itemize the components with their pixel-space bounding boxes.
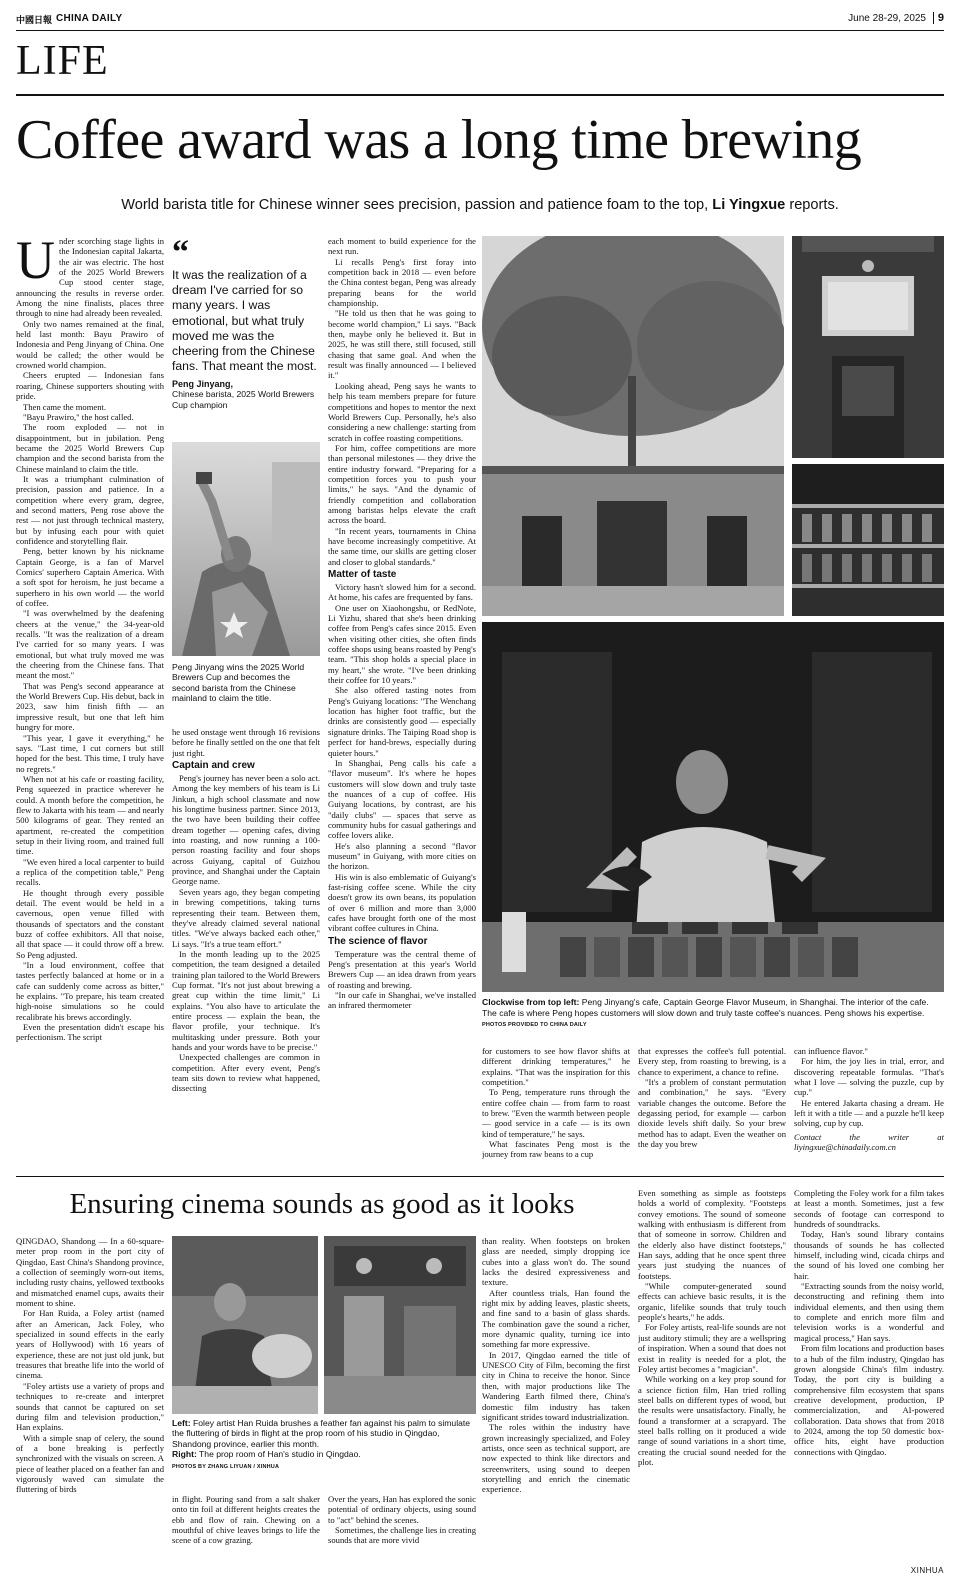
coffee-shelf-photo — [792, 464, 944, 616]
paragraph: The room exploded — not in disappointment, but in jubilation. Peng became the 2025 World Brewers Cup champion and the second barista from the Chinese mainland to claim the title. — [16, 422, 164, 474]
paragraph: Sometimes, the challenge lies in creating sounds that are more vivid — [328, 1525, 476, 1546]
paragraph: Then came the moment. — [23, 401, 107, 412]
cafe-exterior-photo — [482, 236, 784, 616]
logo-cn: 中國日報 — [16, 16, 53, 26]
paragraph: Victory hasn't slowed him for a second. At home, his cafes are frequented by fans. — [328, 582, 476, 603]
prop-room-photo — [324, 1236, 476, 1414]
paragraph: She also offered tasting notes from Peng's Guiyang locations: "The Wenchang location has higher foot traffic, but the drinks are consistently good — especially signature drinks. The Taiping Road shop is perfect for hand-brews, especially during quieter hours." — [328, 685, 476, 758]
paper-name: CHINA DAILY — [56, 13, 123, 24]
paragraph: After countless trials, Han found the right mix by adding leaves, plastic sheets, and fine sand to a basin of glass shards. The combination gave the sound a richer, more dynamic quality, turning ice into something far more expressive. — [482, 1287, 630, 1350]
standfirst — [16, 196, 944, 214]
caption-text: Peng Jinyang's cafe, Captain George Flavor Museum, in Shanghai. The interior of the cafe. The cafe is where Peng hopes customers will slow down and truly taste coffee's nuances. Peng shows his expertise. — [482, 997, 929, 1018]
paragraph: "It's a problem of constant permutation and combination," he says. "Every variable changes the outcome. Before the degassing period, for example — carbon dioxide levels shift daily. So your brew method has to adapt. Even the weather on the day you brew — [638, 1077, 786, 1150]
paragraph: each moment to build experience for the next run. — [328, 236, 476, 257]
page-number: 9 — [933, 12, 944, 24]
paragraph: For him, the joy lies in trial, error, and discovering repeatable formulas. "That's what I love — solving the puzzle, cup by cup." — [794, 1056, 944, 1098]
barista-pouring-photo — [482, 622, 944, 992]
headline: Coffee award was a long time brewing — [16, 109, 862, 171]
paragraph: In 2017, Qingdao earned the title of UNESCO City of Film, becoming the first city in China to receive the honor. Since then, with major productions like The Wandering Earth filmed there, China's domestic film industry has taken significant strides toward industrialization. — [482, 1349, 630, 1422]
section-rule — [16, 94, 944, 96]
story2-column-3 — [328, 1494, 476, 1576]
paragraph: For Han Ruida, a Foley artist (named after an American, Jack Foley, who specialized in sound effects in the early years of Hollywood) with 16 years of experience, these are not just old junk, but treasures that breathe life into the world of cinema. — [16, 1308, 164, 1381]
main-photo-caption — [482, 997, 944, 1037]
paragraph: Unexpected challenges are common in competition. After every event, Peng's team sits down to review what happened, dissecting — [172, 1052, 320, 1094]
paragraph: "This year, I gave it everything," he says. "Last time, I cut corners but still hoped for the best. This time, I truly have no regrets." — [16, 732, 164, 774]
pull-quote-text: It was the realization of a dream I've carried for so many years. I was emotional, but what truly moved me was the cheering from the Chinese fans. That meant the most. — [172, 268, 317, 374]
paragraph: His win is also emblematic of Guiyang's fast-rising coffee scene. While the city doesn't grow its own beans, its population of over 6 million and more than 3,000 cafes have brought forth one of the most vibrant coffee cultures in China. — [328, 871, 476, 934]
article-column-2 — [172, 727, 320, 1170]
pull-quote — [172, 240, 320, 440]
paragraph: in flight. Pouring sand from a salt shaker onto tin foil at different heights creates the ebb and flow of rain. Chewing on a mouthful of chive leaves brings to life the scene of a cow grazing. — [172, 1494, 320, 1546]
byline: Li Yingxue — [712, 197, 786, 213]
masthead — [16, 8, 944, 30]
paragraph: "In our cafe in Shanghai, we've installed an infrared thermometer — [328, 990, 476, 1011]
peng-photo-caption: Peng Jinyang wins the 2025 World Brewers Cup and becomes the second barista from the Chinese mainland to claim the title. — [172, 662, 305, 704]
paragraph: than reality. When footsteps on broken glass are needed, simply dropping ice cubes into a glass won't do. The sound lacks the desired expressiveness and texture. — [482, 1236, 630, 1288]
paragraph: Peng, better known by his nickname Captain George, is a fan of Marvel Comics' superhero Captain America. With a soft spot for heroism, he just became a superhero in his own world — the world of coffee. — [16, 546, 164, 609]
paragraph: One user on Xiaohongshu, or RedNote, Li Yizhu, shared that she's been drinking coffee from Peng's cafes since 2015. Even when visiting other cities, she often finds coffee shops using beans roasted by Peng's team. "This shop holds a special place in my heart," she wrote. "I've been drinking their coffee for 10 years." — [328, 602, 476, 686]
story2-column-1 — [16, 1236, 164, 1576]
story2-caption — [172, 1418, 478, 1484]
paragraph: "In a loud environment, coffee that tastes perfectly balanced at home or in a cafe can suddenly come across as bitter," he explains. "To prepare, his team created high-noise simulations so he could recalibrate his brews accordingly. — [16, 960, 164, 1022]
paragraph: In the month leading up to the 2025 competition, the team designed a detailed training plan tailored to the World Brewers Cup format. "It's not just about brewing a great cup within the time limit," Li explains. "You also have to articulate the entire process — explain the bean, the flavor profile, your technique. It's multitasking under pressure. Both your hands and your words have to be precise." — [172, 948, 320, 1052]
paragraph: "In recent years, tournaments in China have become increasingly competitive. At the same time, our skills are getting closer and closer to global standards." — [328, 525, 476, 567]
caption-right-label: Right: — [172, 1449, 197, 1460]
paragraph: With a simple snap of celery, the sound of a bone breaking is perfectly synchronized with the visuals on screen. A piece of leather placed on a feather fan and vigorously waved can simulate the fluttering of birds — [16, 1432, 164, 1495]
cafe-interior-photo — [792, 236, 944, 458]
paragraph: for customers to see how flavor shifts at different drinking temperatures," he explains. "That was the inspiration for this competition." — [482, 1046, 630, 1088]
agency-credit: XINHUA — [910, 1566, 944, 1575]
paragraph: He thought through every possible detail. The event would be held in a cavernous, open venue filled with thousands of spectators and the constant buzz of coffee exhibitors. All that noise, all that space — it could throw off a brew. So Peng adjusted. — [16, 887, 164, 960]
paragraph: In Shanghai, Peng calls his cafe a "flavor museum". It's where he hopes customers will slow down and truly taste the nuances of a cup of coffee. His Guiyang locations, by contrast, are his "daily clubs" — spaces that serve as community hubs for casual gatherings and coffee lovers alike. — [328, 757, 476, 841]
article-column-5 — [638, 1046, 786, 1172]
paragraph: "I was overwhelmed by the deafening cheers at the venue," the 34-year-old recalls. "It was the realization of a dream I've carried for so many years. I was emotional, but what truly moved me was the cheering from the Chinese fans. That meant the most." — [16, 608, 164, 681]
paragraph: "We even hired a local carpenter to build a replica of the competition table," Peng recalls. — [16, 856, 164, 888]
paragraph: From film locations and production bases to a hub of the film industry, Qingdao has grown alongside China's film industry. Today, the port city is building a comprehensive film ecosystem that spans creative development, production, IP commercialization, and AI-powered collaboration. Data shows that from 2018 to 2024, among the top 50 domestic box-office hits, eight have production connections with Qingdao. — [794, 1343, 944, 1457]
paragraph: he used onstage went through 16 revisions before he finally settled on the one that felt just right. — [172, 727, 320, 758]
article-column-6 — [794, 1046, 944, 1172]
paragraph: "He told us then that he was going to become world champion," Li says. "Back then, maybe only he believed it. But in 2025, he was still there, still focused, still chasing that same goal. And when the result was finally announced — I believed it." — [328, 308, 476, 381]
paragraph: can influence flavor." — [794, 1046, 868, 1056]
paragraph: For Foley artists, real-life sounds are not just auditory stimuli; they are a wellspring of inspiration. When a sound that does not exist in reality is needed for a plot, the Foley artist becomes a "magician". — [638, 1322, 786, 1374]
photo-credit: PHOTOS PROVIDED TO CHINA DAILY — [482, 1022, 587, 1028]
writer-contact: Contact the writer at liyingxue@chinadaily.com.cn — [794, 1131, 944, 1153]
pull-quote-name: Peng Jinyang, — [172, 379, 234, 390]
story-divider — [16, 1176, 944, 1177]
paragraph: While working on a key prop sound for a science fiction film, Han tried rolling steel balls on different types of wood, but the results were unsatisfactory. Finally, he found a transformer at a scrapyard. The steel balls rolling on it produced a wide range of sound variations in a short time, creating the crucial sound needed for the plot. — [638, 1374, 786, 1467]
paragraph: "While computer-generated sound effects can achieve basic results, it is the organic, lifelike sounds that truly touch people's hearts," he adds. — [638, 1281, 786, 1323]
paragraph: Only two names remained at the final, held last month: Bayu Prawiro of Indonesia and Peng Jinyang of China. One would be called; the other would be crowned world champion. — [16, 318, 164, 371]
peng-celebration-photo — [172, 442, 320, 656]
quote-mark-icon: “ — [172, 240, 189, 271]
issue-date: June 28-29, 2025 — [848, 13, 926, 24]
standfirst-tail: reports. — [785, 197, 839, 213]
caption-left-text: Foley artist Han Ruida brushes a feather fan against his palm to simulate the fluttering of birds in flight at the prop room of his studio in Qingdao, Shandong province, earlier this month. — [172, 1418, 471, 1449]
paragraph: "Foley artists use a variety of props and techniques to re-create and interpret sounds that cannot be captured on set during film and television production," Han explains. — [16, 1380, 164, 1433]
story2-column-2 — [172, 1494, 320, 1576]
paragraph: He's also planning a second "flavor museum" in Guiyang, with more cities on the horizon. — [328, 840, 476, 872]
paragraph: For him, coffee competitions are more than personal milestones — they drive the entire industry forward. "Preparing for a competition forces you to push your limits," he says. "And the dynamic of friendly competition and collaboration among baristas helps elevate the craft across the board. — [328, 442, 476, 526]
paragraph: The roles within the industry have grown increasingly specialized, and Foley artists, once seen as technical support, are now expected to think like directors and screenwriters, using sound to deepen storytelling and enrich the cinematic experience. — [482, 1422, 630, 1495]
paragraph: Looking ahead, Peng says he wants to help his team members prepare for future competitions and hopes to mentor the next World Brewers Cup. Personally, he's also considering a new challenge: starting from scratch in coffee roasting competitions. — [328, 380, 476, 443]
paragraph: "Extracting sounds from the noisy world, deconstructing and refining them into individual elements, and then using them to complete and enrich more film and television works is a wonderful and magical process," Han says. — [794, 1281, 944, 1343]
paragraph: Completing the Foley work for a film takes at least a month. Sometimes, just a few seconds of footage can correspond to hundreds of soundtracks. — [794, 1188, 944, 1230]
paragraph: Seven years ago, they began competing in brewing competitions, taking turns representing their team. Between them, they've already claimed several national titles. "We've always backed each other," Li says. "It's a true team effort." — [172, 886, 320, 949]
paragraph: nder scorching stage lights in the Indonesian capital Jakarta, the air was electric. The host of the 2025 World Brewers Cup stood center stage, announcing the results in reverse order. Among the nine finalists, places three through to nine had already been revealed. — [16, 236, 164, 319]
paragraph: He entered Jakarta chasing a dream. He left it with a title — and a puzzle he'll keep solving, cup by cup. — [794, 1097, 944, 1129]
paragraph: Over the years, Han has explored the sonic potential of ordinary objects, using sound to "act" behind the scenes. — [328, 1494, 476, 1525]
article-column-1 — [16, 236, 164, 1170]
foley-artist-photo — [172, 1236, 318, 1414]
paragraph: Li recalls Peng's first foray into competition back in 2018 — even before the China contest began, Peng was already preparing beans for the world championship. — [328, 256, 476, 309]
dropcap: U — [16, 236, 55, 290]
subhead-science-of-flavor: The science of flavor — [328, 935, 428, 947]
subhead-captain-crew: Captain and crew — [172, 760, 255, 772]
paragraph: Cheers erupted — Indonesian fans roaring, Chinese supporters shouting with pride. — [16, 370, 164, 402]
paragraph: Today, Han's sound library contains thousands of sounds he has collected himself, including wind, cicada chirps and the sound of his loved one combing her hair. — [794, 1229, 944, 1281]
paragraph: Even the presentation didn't escape his perfectionism. The script — [16, 1022, 164, 1043]
paragraph: Temperature was the central theme of Peng's presentation at this year's World Brewers Cup — an idea drawn from years of roasting and brewing. — [328, 948, 476, 990]
story2-photo-credit: PHOTOS BY ZHANG LIYUAN / XINHUA — [172, 1463, 280, 1470]
paragraph: That was Peng's second appearance at the World Brewers Cup. His debut, back in 2023, saw him finish fifth — an impressive result, but one that left him hungry for more. — [16, 680, 164, 733]
article-column-4 — [482, 1046, 630, 1172]
paragraph: "Bayu Prawiro," the host called. — [23, 411, 134, 422]
paragraph: What fascinates Peng most is the journey from raw beans to a cup — [482, 1139, 630, 1160]
paragraph: To Peng, temperature runs through the entire coffee chain — from farm to roast to brew. "Even the warmth between people — good service in a cafe — is its own kind of temperature," he says. — [482, 1087, 630, 1139]
pull-quote-role: Chinese barista, 2025 World Brewers Cup champion — [172, 389, 315, 410]
subhead-matter-of-taste: Matter of taste — [328, 569, 397, 580]
caption-lead: Clockwise from top left: — [482, 997, 580, 1007]
standfirst-text: World barista title for Chinese winner sees precision, passion and patience foam to the top, — [121, 197, 713, 213]
paragraph: that expresses the coffee's full potential. Every step, from roasting to brewing, is a chance to experiment, a chance to refine. — [638, 1046, 786, 1077]
caption-right-text: The prop room of Han's studio in Qingdao. — [196, 1449, 361, 1460]
paragraph: Even something as simple as footsteps holds a world of complexity. "Footsteps convey emotions. The sound of someone walking with enthusiasm is different from that of someone in sorrow. Children and the elderly also have distinct footsteps," Han says, adding that he once spent three years just studying the nuances of footsteps. — [638, 1188, 786, 1281]
story2-column-6 — [794, 1188, 944, 1560]
caption-left-label: Left: — [172, 1418, 191, 1428]
article-column-3 — [328, 236, 476, 1170]
paragraph: QINGDAO, Shandong — In a 60-square-meter prop room in the port city of Qingdao, East China's Shandong province, a collection of seemingly worn-out items, including rusty chains, yellowed textbooks and mismatched enamel cups, awaits their moment to shine. — [16, 1236, 164, 1309]
paragraph: Peng's journey has never been a solo act. Among the key members of his team is Li Jinkun, a high school classmate and now his longtime business partner. Since 2013, the two have been building their coffee dream together — opening cafes, diving into roasting, and now running a 100-person roasting facility and four shops across Guiyang, capital of Guizhou province, and Shanghai under the Captain George name. — [172, 773, 320, 887]
paragraph: It was a triumphant culmination of precision, passion and patience. In a competition where every gram, degree, and second matters, Peng rose above the rest — not just through technical mastery, but by infusing each pour with quiet confidence and storytelling flair. — [16, 473, 164, 546]
story2-column-5 — [638, 1188, 786, 1576]
masthead-rule — [16, 30, 944, 31]
story2-column-4 — [482, 1236, 630, 1576]
paragraph: When not at his cafe or roasting facility, Peng squeezed in practice wherever he could. A month before the competition, he flew to Jakarta with his team — and nearly 500 kilograms of gear. They rented an apartment, re-created the competition setup in their living room, and trained full time. — [16, 773, 164, 857]
story2-headline: Ensuring cinema sounds as good as it looks — [69, 1188, 575, 1220]
section-label: LIFE — [16, 38, 109, 84]
